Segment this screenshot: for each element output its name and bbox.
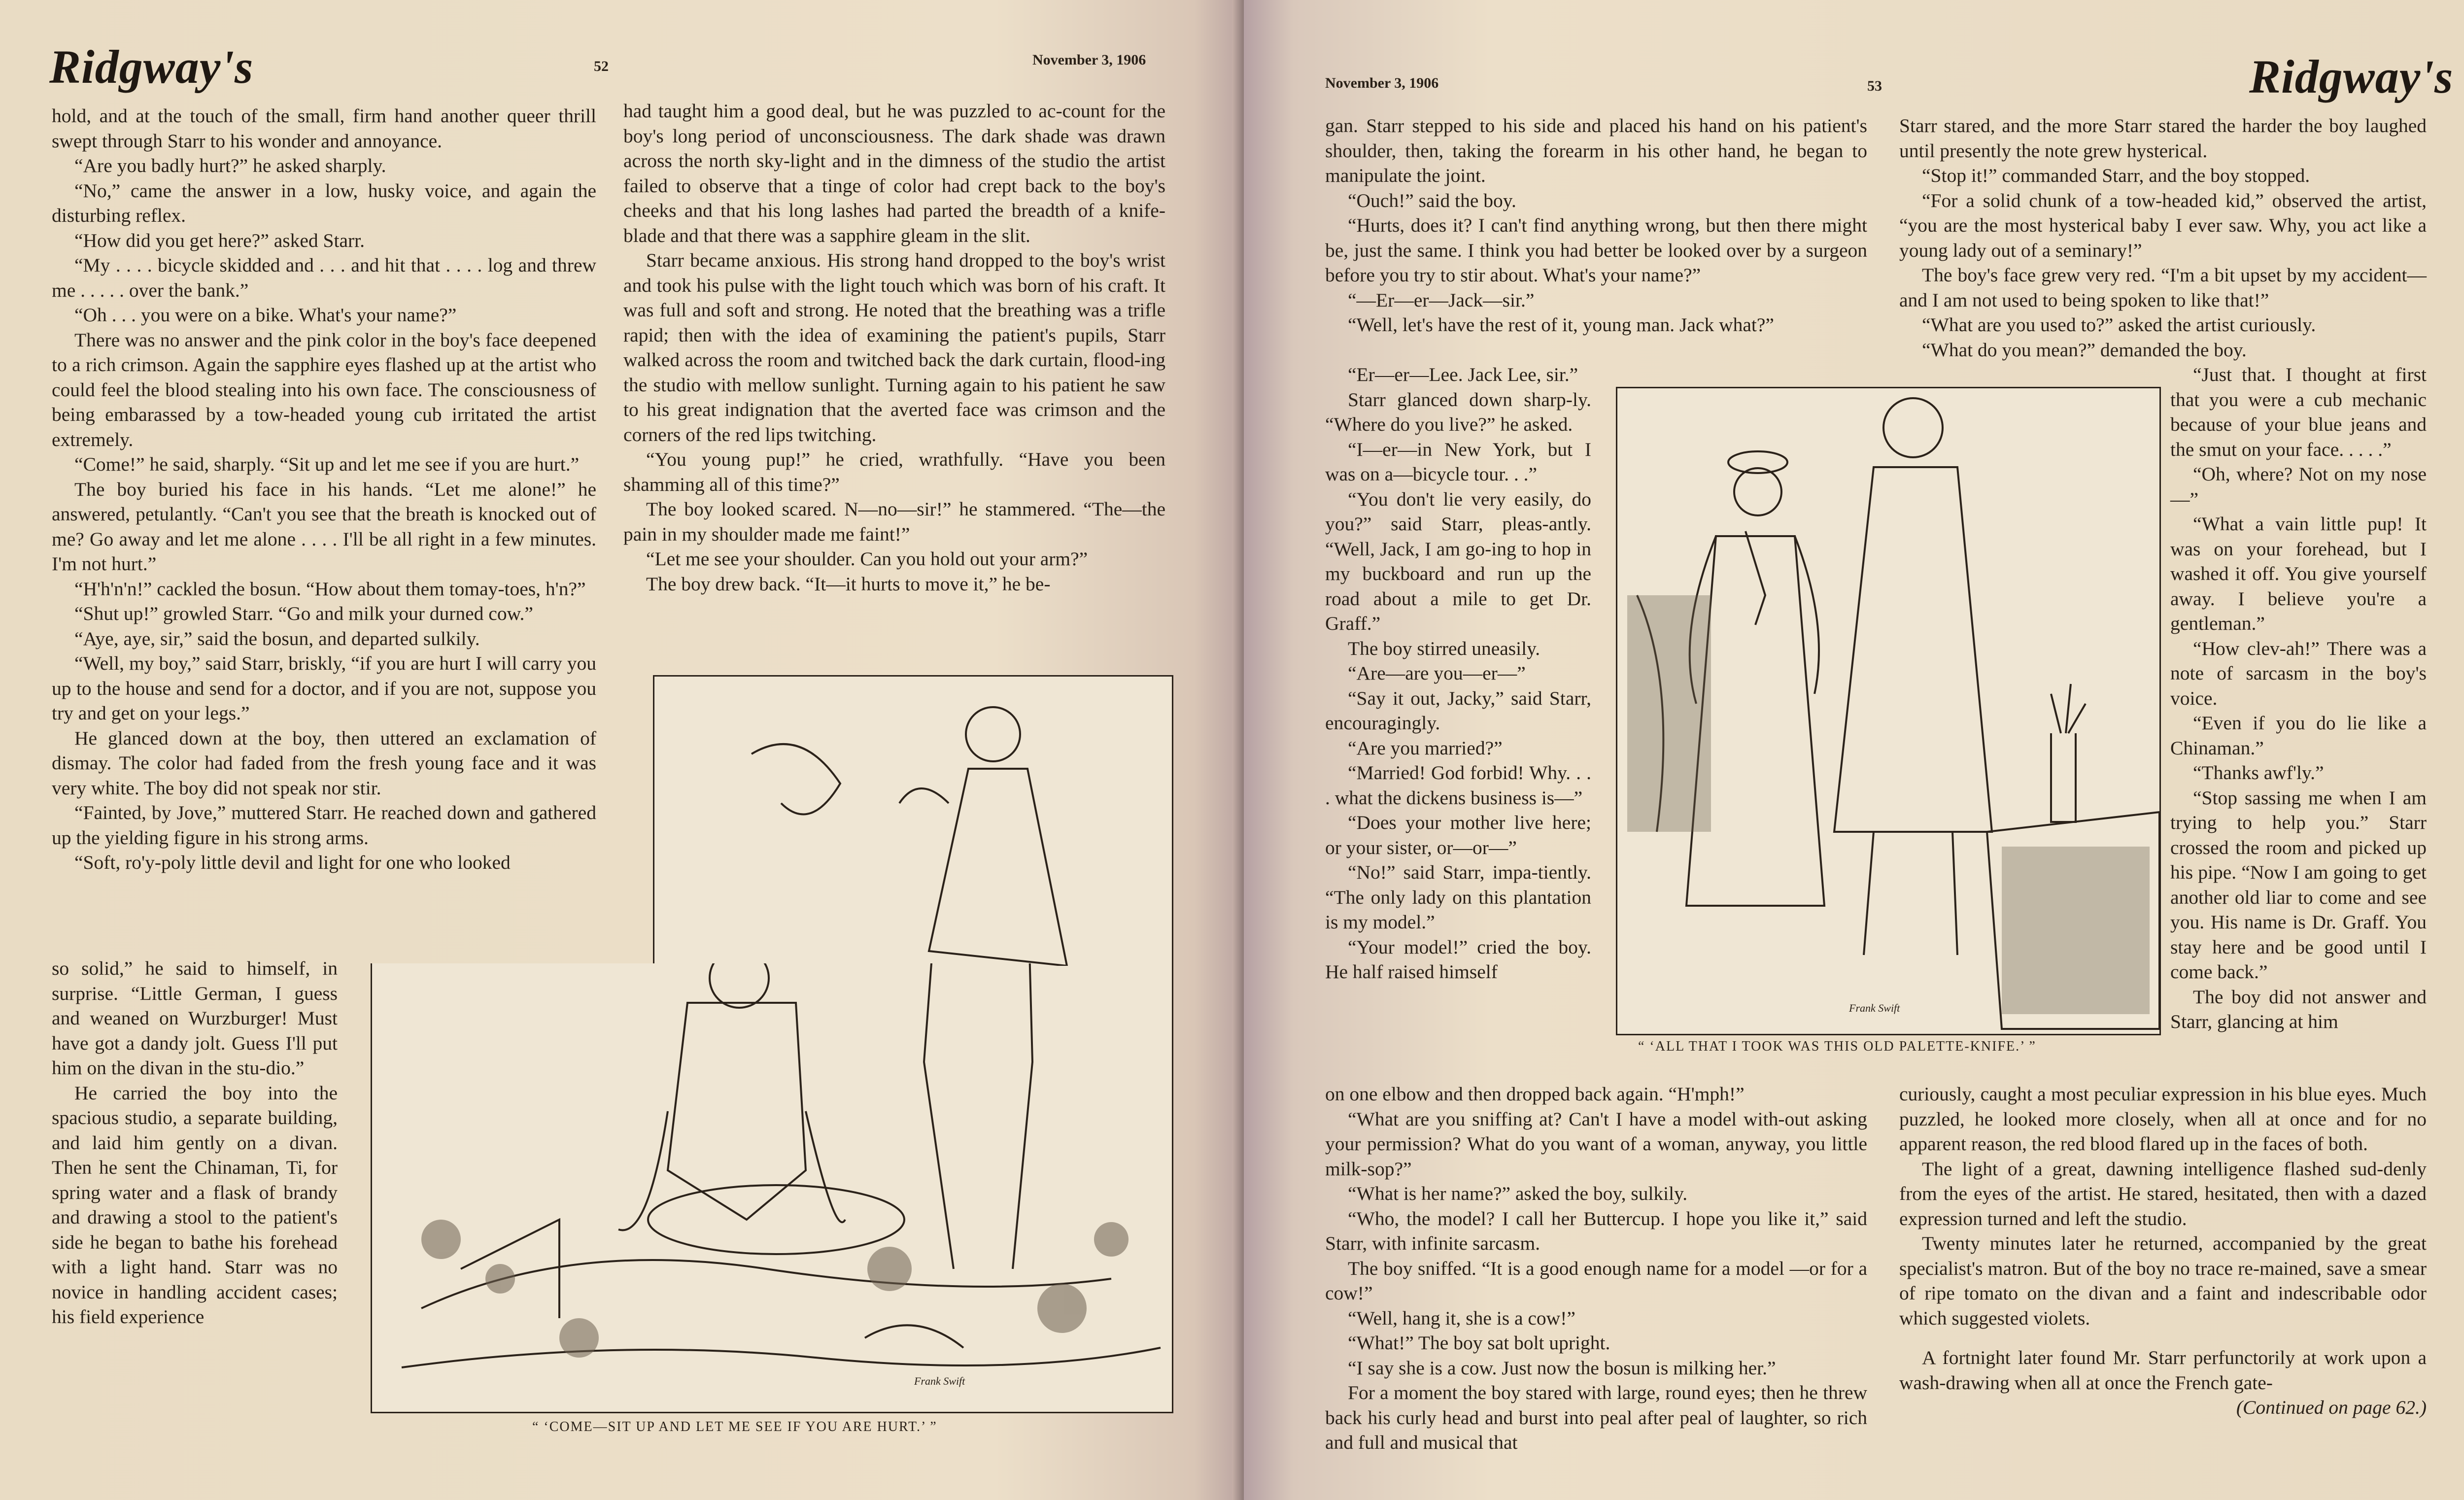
paragraph: “I—er—in New York, but I was on a—bicycle tour. . .” <box>1325 438 1591 485</box>
paragraph: “Thanks awf'ly.” <box>2193 762 2324 784</box>
paragraph: “No!” said Starr, impa-tiently. “The only lady on this plantation is my model.” <box>1325 861 1591 933</box>
right-column-1 <box>1325 113 1867 338</box>
illustration-signature: Frank Swift <box>914 1375 965 1387</box>
paragraph: “Does your mother live here; or your sister, or—or—” <box>1325 812 1591 858</box>
right-page <box>1244 0 2464 1500</box>
left-column-1-narrow <box>52 956 338 1330</box>
paragraph: “How clev-ah!” There was a note of sarcasm in the boy's voice. <box>2170 637 2427 709</box>
paragraph: “You young pup!” he cried, wrathfully. “Have you been shamming all of this time?” <box>623 448 1165 495</box>
paragraph: “Are you married?” <box>1348 737 1503 759</box>
left-illustration <box>371 963 1173 1413</box>
paragraph: He carried the boy into the spacious studio, a separate building, and laid him gently on a divan. Then he sent the Chinaman, Ti, for spring water and a flask of brandy and drawing a stool to the patient's side he began to bathe his forehead with a light hand. Starr was no novice in handling accident cases; his field experience <box>52 1082 338 1328</box>
paragraph: The boy looked scared. N—no—sir!” he stammered. “The—the pain in my shoulder made me faint!” <box>623 498 1165 545</box>
left-column-2 <box>623 99 1165 596</box>
paragraph: “What!” The boy sat bolt upright. <box>1348 1332 1610 1354</box>
paragraph: “Married! God forbid! Why. . . . what the dickens business is—” <box>1325 762 1591 809</box>
right-column-1-narrow <box>1325 362 1591 985</box>
paragraph: “Are—are you—er—” <box>1348 662 1526 684</box>
garden-scene-illustration <box>372 963 1172 1412</box>
illustration-signature: Frank Swift <box>1849 1002 1900 1014</box>
paragraph: “Stop sassing me when I am trying to help you.” Starr crossed the room and picked up his pipe. “Now I am going to get another old liar to come and see you. His name is Dr. Graff. You stay here and be good until I come back.” <box>2170 786 2427 983</box>
right-date: November 3, 1906 <box>1325 75 1439 91</box>
paragraph: There was no answer and the pink color in the boy's face deepened to a rich crimson. Again the sapphire eyes flashed up at the artist who could feel the blood stealing into his own face. The consciousness of being embarassed by a tow-headed young cub irritated the artist extremely. <box>52 329 596 450</box>
paragraph: “Ouch!” said the boy. <box>1348 189 1516 211</box>
paragraph: Starr stared, and the more Starr stared the harder the boy laughed until presently the note grew hysterical. <box>1899 115 2427 162</box>
paragraph: curiously, caught a most peculiar expression in his blue eyes. Much puzzled, he looked more closely, when all at once and for no apparent reason, the red blood flared up in the faces of both. <box>1899 1083 2427 1155</box>
paragraph: He glanced down at the boy, then uttered an exclamation of dismay. The color had faded from the fresh young face and it was very white. The boy did not speak nor stir. <box>52 727 596 799</box>
right-column-2 <box>1899 113 2427 362</box>
paragraph: “Oh . . . you were on a bike. What's your name?” <box>74 304 457 326</box>
paragraph: “Even if you do lie like a Chinaman.” <box>2170 712 2427 759</box>
right-column-2-narrow <box>2170 362 2427 1034</box>
left-masthead: Ridgway's <box>49 40 254 93</box>
paragraph: Twenty minutes later he returned, accompanied by the great specialist's matron. But of the boy no trace re-mained, save a smear of ripe tomato on the divan and a faint and indescribable odor which suggested violets. <box>1899 1232 2427 1329</box>
paragraph: “Soft, ro'y-poly little devil and light for one who looked <box>74 852 511 873</box>
paragraph: For a moment the boy stared with large, round eyes; then he threw back his curly head and burst into peal after peal of laughter, so rich and full and musical that <box>1325 1382 1867 1453</box>
paragraph: The boy drew back. “It—it hurts to move it,” he be- <box>646 573 1051 595</box>
paragraph: “Aye, aye, sir,” said the bosun, and departed sulkily. <box>74 627 480 649</box>
right-column-2-bottom <box>1899 1082 2427 1420</box>
paragraph: “Well, let's have the rest of it, young man. Jack what?” <box>1348 314 1774 336</box>
paragraph: “You don't lie very easily, do you?” said Starr, pleas-antly. “Well, Jack, I am go-ing to hop in my buckboard and run up the road about a mile to get Dr. Graff.” <box>1325 488 1591 634</box>
paragraph: “What do you mean?” demanded the boy. <box>1922 339 2247 361</box>
paragraph: The boy stirred uneasily. <box>1348 637 1540 659</box>
paragraph: “Well, my boy,” said Starr, briskly, “if you are hurt I will carry you up to the house and send for a doctor, and if you are not, suppose you try and get on your legs.” <box>52 652 596 724</box>
paragraph: The boy buried his face in his hands. “Let me alone!” he answered, petulantly. “Can't you see that the breath is knocked out of me? Go away and let me alone . . . . I'll be all right in a few minutes. I'm not hurt.” <box>52 478 596 575</box>
left-column-1 <box>52 103 596 875</box>
paragraph: “What are you used to?” asked the artist curiously. <box>1922 314 2316 336</box>
paragraph: “Er—er—Lee. Jack Lee, sir.” <box>1348 364 1578 385</box>
paragraph: “What is her name?” asked the boy, sulkily. <box>1348 1183 1688 1204</box>
left-date: November 3, 1906 <box>1032 52 1146 68</box>
paragraph: “What are you sniffing at? Can't I have a model with-out asking your permission? What do you want of a woman, anyway, you little milk-sop?” <box>1325 1108 1867 1180</box>
standing-man-illustration <box>653 675 1170 966</box>
paragraph: “H'h'n'n!” cackled the bosun. “How about them tomay-toes, h'n?” <box>74 578 586 600</box>
paragraph: had taught him a good deal, but he was puzzled to ac-count for the boy's long period of unconsciousness. The dark shade was drawn across the north sky-light and in the dimness of the studio the artist failed to observe that a tinge of color had crept back to the boy's cheeks and that his long lashes had parted the breadth of a knife-blade and that there was a sapphire gleam in the slit. <box>623 100 1165 246</box>
paragraph: The boy's face grew very red. “I'm a bit upset by my accident—and I am not used to being spoken to like that!” <box>1899 264 2427 311</box>
paragraph: “—Er—er—Jack—sir.” <box>1348 289 1535 311</box>
paragraph: “Who, the model? I call her Buttercup. I hope you like it,” said Starr, with infinite sarcasm. <box>1325 1207 1867 1254</box>
paragraph: “Say it out, Jacky,” said Starr, encouragingly. <box>1325 687 1591 734</box>
paragraph: The boy did not answer and Starr, glancing at him <box>2170 986 2427 1032</box>
continued-note: (Continued on page 62.) <box>2236 1397 2427 1418</box>
paragraph: “What a vain little pup! It was on your forehead, but I washed it off. You give yourself away. I believe you're a gentleman.” <box>2170 513 2427 634</box>
right-illustration <box>1616 387 2161 1035</box>
paragraph: The boy sniffed. “It is a good enough name for a model —or for a cow!” <box>1325 1257 1867 1304</box>
paragraph: “Are you badly hurt?” he asked sharply. <box>74 155 386 176</box>
paragraph: “No,” came the answer in a low, husky voice, and again the disturbing reflex. <box>52 179 596 226</box>
paragraph: “Well, hang it, she is a cow!” <box>1348 1307 1575 1329</box>
right-page-number: 53 <box>1867 78 1882 94</box>
right-column-1-bottom <box>1325 1082 1867 1455</box>
paragraph: “Let me see your shoulder. Can you hold out your arm?” <box>646 548 1088 570</box>
paragraph: Starr became anxious. His strong hand dropped to the boy's wrist and took his pulse with the light touch which was born of his craft. It was full and soft and strong. He noted that the breathing was a trifle rapid; then with the idea of examining the patient's pupils, Starr walked across the room and twitched back the dark curtain, flood-ing the studio with mellow sunlight. Turning again to his patient he saw to his great indignation that the averted face was crimson and the corners of the red lips twitching. <box>623 249 1165 445</box>
paragraph: “Hurts, does it? I can't find anything wrong, but then there might be, just the same. I think you had better be looked over by a surgeon before you try to stir about. What's your name?” <box>1325 214 1867 286</box>
left-page-number: 52 <box>594 58 609 74</box>
paragraph: A fortnight later found Mr. Starr perfunctorily at work upon a wash-drawing when all at once the French gate- <box>1899 1347 2427 1394</box>
paragraph: on one elbow and then dropped back again. “H'mph!” <box>1325 1083 1745 1105</box>
paragraph: hold, and at the touch of the small, firm hand another queer thrill swept through Starr to his wonder and annoyance. <box>52 105 596 152</box>
paragraph: “Come!” he said, sharply. “Sit up and let me see if you are hurt.” <box>74 453 580 475</box>
paragraph: “Oh, where? Not on my nose—” <box>2170 463 2427 510</box>
paragraph: “For a solid chunk of a tow-headed kid,” observed the artist, “you are the most hysterical baby I ever saw. Why, you act like a young lady out of a seminary!” <box>1899 189 2427 261</box>
paragraph: “Just that. I thought at first that you were a cub mechanic because of your blue jeans and the smut on your face. . . . .” <box>2170 364 2427 460</box>
studio-scene-illustration <box>1617 388 2159 1034</box>
paragraph: “Shut up!” growled Starr. “Go and milk your durned cow.” <box>74 603 533 624</box>
paragraph: “Your model!” cried the boy. He half raised himself <box>1325 936 1591 983</box>
paragraph: “My . . . . bicycle skidded and . . . and hit that . . . . log and threw me . . . . . over the bank.” <box>52 254 596 301</box>
paragraph: “How did you get here?” asked Starr. <box>74 229 365 251</box>
paragraph: so solid,” he said to himself, in surprise. “Little German, I guess and weaned on Wurzburger! Must have got a dandy jolt. Guess I'll put him on the divan in the stu-dio.” <box>52 957 338 1079</box>
paragraph: “Fainted, by Jove,” muttered Starr. He reached down and gathered up the yielding figure in his strong arms. <box>52 802 596 849</box>
paragraph: “I say she is a cow. Just now the bosun is milking her.” <box>1348 1357 1776 1379</box>
paragraph: The light of a great, dawning intelligence flashed sud-denly from the eyes of the artist. He stared, hesitated, then with a dazed expression turned and left the studio. <box>1899 1158 2427 1229</box>
paragraph: Starr glanced down sharp-ly. “Where do you live?” he asked. <box>1325 388 1591 435</box>
right-masthead: Ridgway's <box>2249 50 2454 103</box>
right-caption: “ ‘ALL THAT I TOOK WAS THIS OLD PALETTE-KNIFE.’ ” <box>1638 1039 2036 1054</box>
paragraph: “Stop it!” commanded Starr, and the boy stopped. <box>1922 165 2310 186</box>
paragraph: gan. Starr stepped to his side and placed his hand on his patient's shoulder, then, taking the forearm in his other hand, he began to manipulate the joint. <box>1325 115 1867 186</box>
left-caption: “ ‘COME—SIT UP AND LET ME SEE IF YOU ARE HURT.’ ” <box>532 1419 937 1434</box>
